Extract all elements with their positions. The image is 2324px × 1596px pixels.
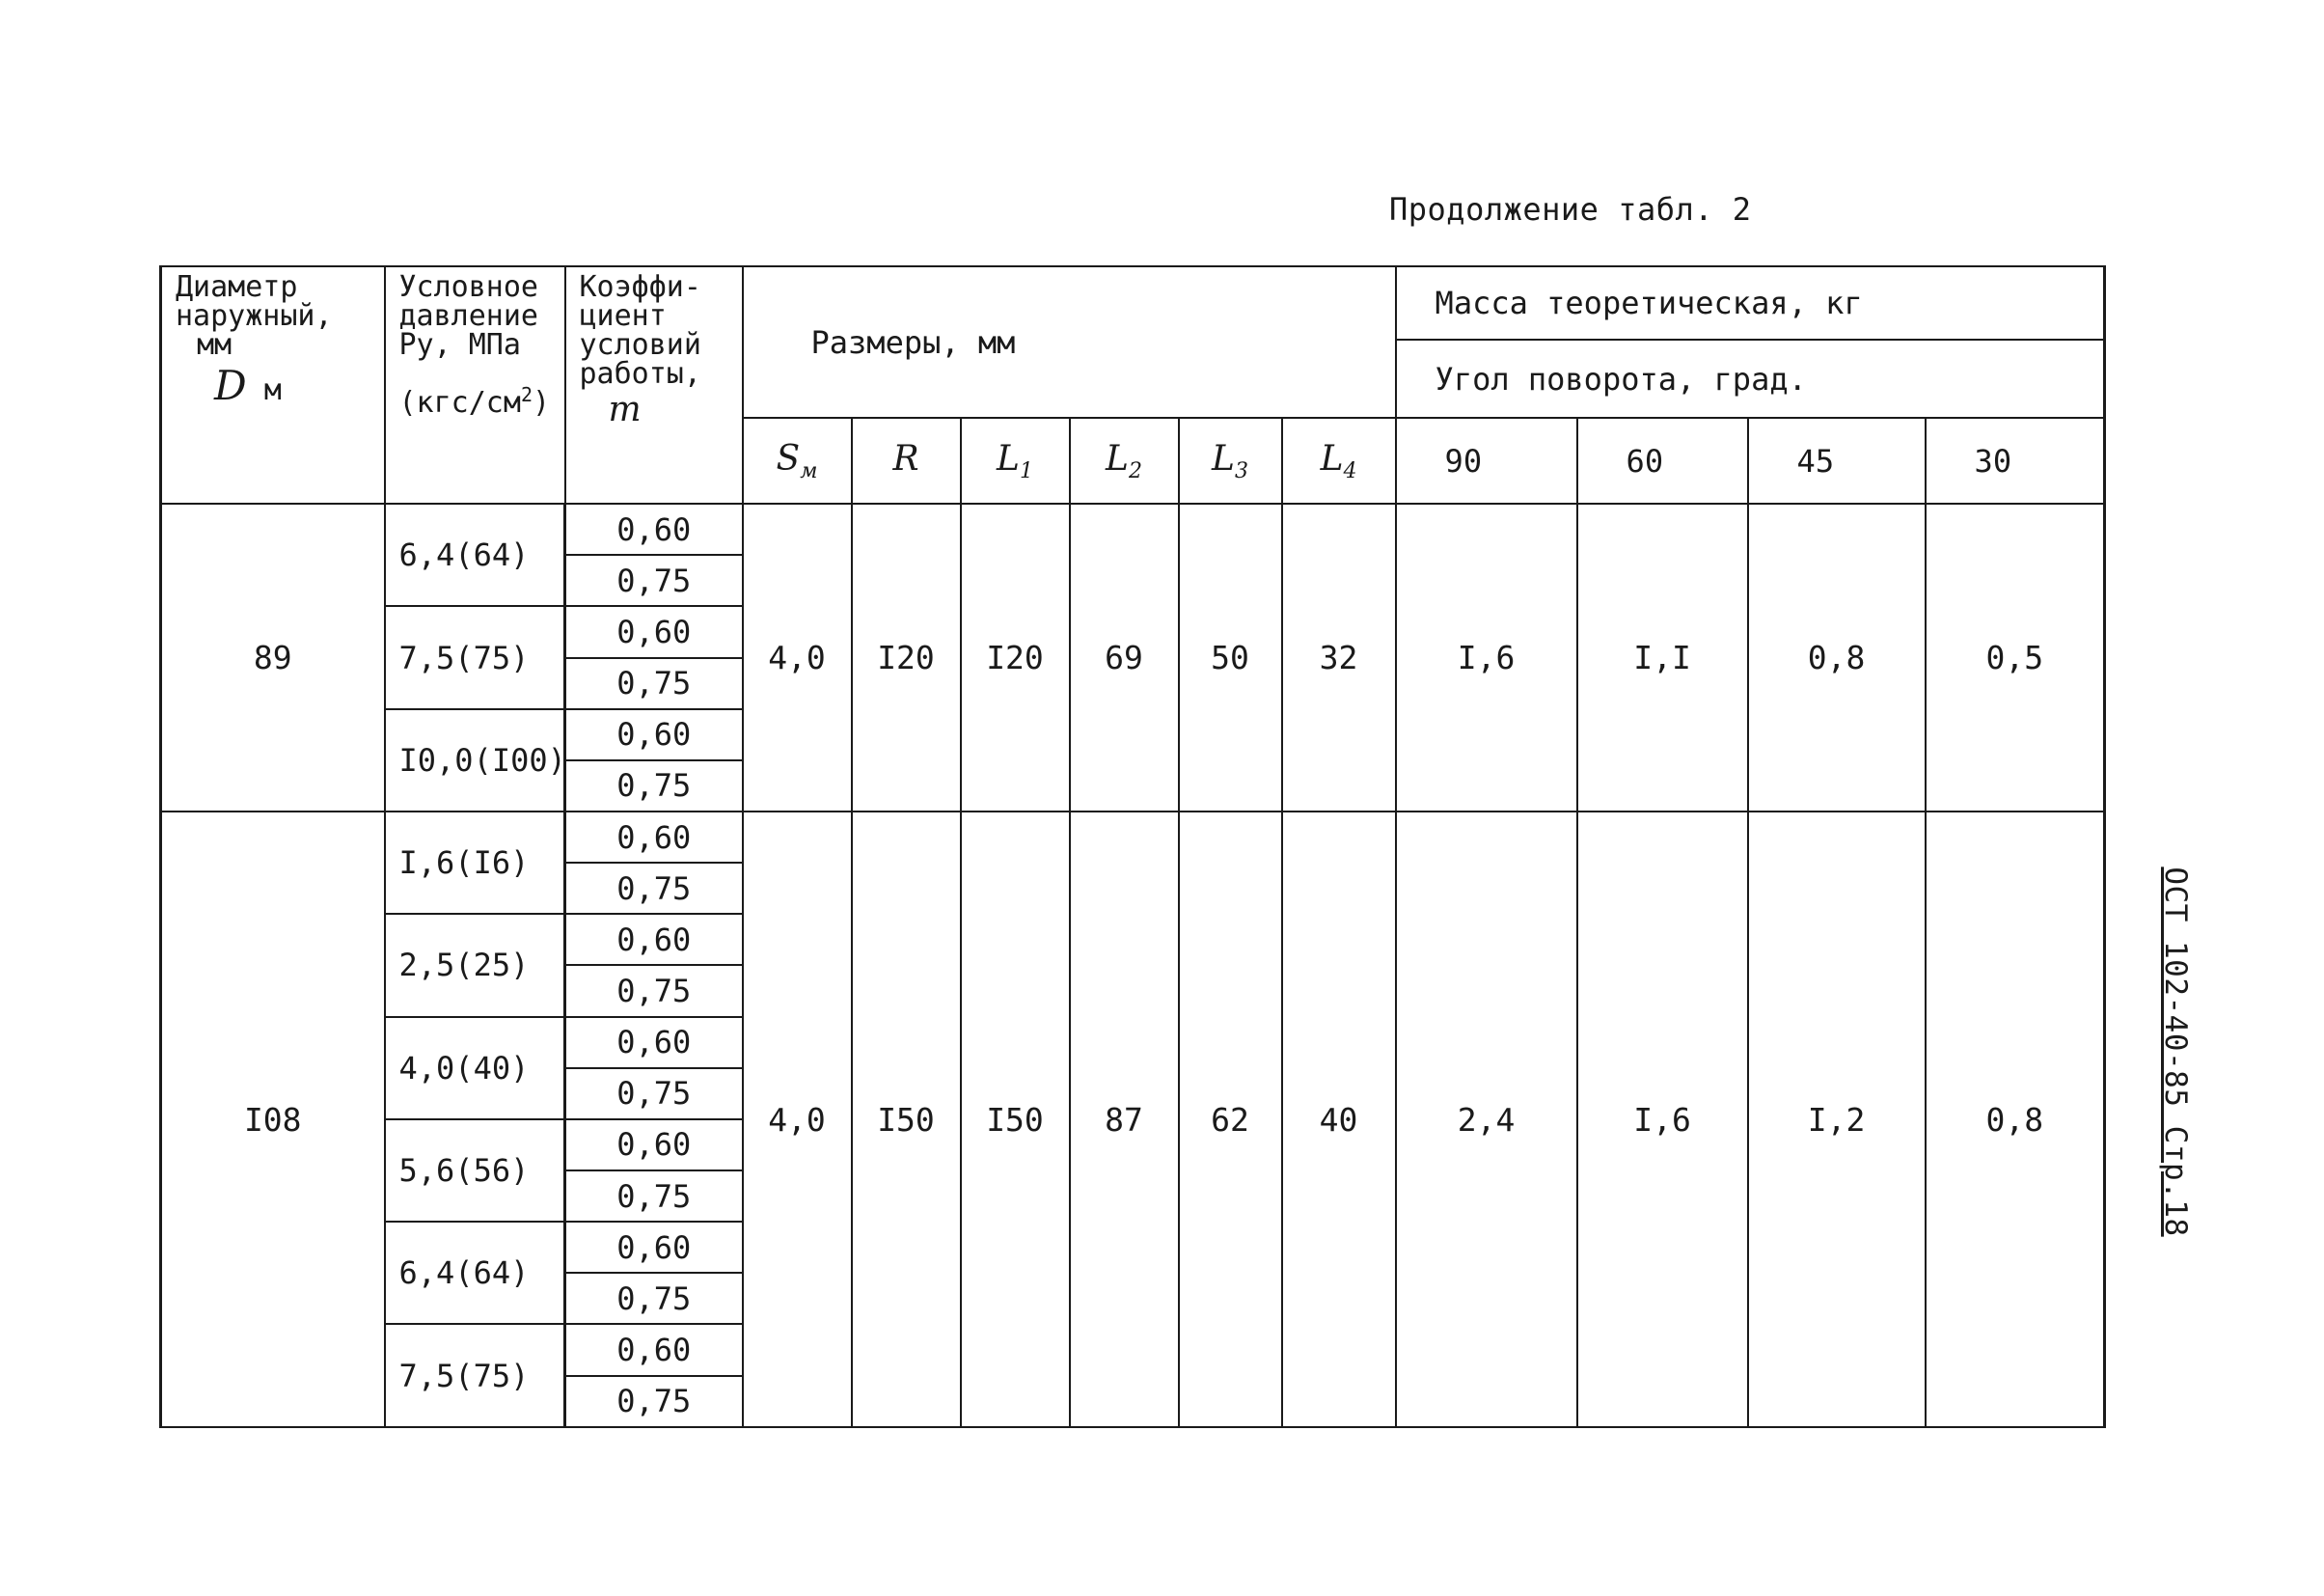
cell-mass-30: 0,8	[1926, 812, 2105, 1427]
cell-mass-60: I,I	[1577, 504, 1748, 812]
cell-pressure: I,6(I6)	[385, 812, 565, 914]
cell-coefficient: 0,75	[565, 965, 743, 1016]
cell-mass-90: 2,4	[1396, 812, 1577, 1427]
cell-coefficient: 0,75	[565, 863, 743, 914]
col-angle-60: 60	[1577, 418, 1748, 504]
cell-pressure: 7,5(75)	[385, 1324, 565, 1427]
diameter-symbol: D	[214, 362, 247, 409]
col-angle-45: 45	[1748, 418, 1926, 504]
cell-coefficient: 0,60	[565, 1017, 743, 1068]
cell-coefficient: 0,75	[565, 1273, 743, 1324]
cell-coefficient: 0,60	[565, 1119, 743, 1170]
header-dimensions: Размеры, мм	[743, 266, 1396, 418]
cell-coefficient: 0,60	[565, 504, 743, 555]
cell-dim-l1: I20	[961, 504, 1070, 812]
col-l3: $L_3$	[1179, 418, 1282, 504]
cell-coefficient: 0,60	[565, 1222, 743, 1273]
cell-coefficient: 0,60	[565, 914, 743, 965]
cell-dim-l2: 69	[1070, 504, 1179, 812]
header-diameter: Диаметр наружный, мм D м	[161, 266, 385, 504]
col-l4: $L_4$	[1282, 418, 1396, 504]
cell-coefficient: 0,60	[565, 1324, 743, 1375]
col-angle-90: 90	[1396, 418, 1577, 504]
cell-diameter: 89	[161, 504, 385, 812]
cell-pressure: 5,6(56)	[385, 1119, 565, 1222]
cell-dim-l4: 32	[1282, 504, 1396, 812]
cell-coefficient: 0,75	[565, 658, 743, 709]
cell-pressure: I0,0(I00)	[385, 709, 565, 812]
col-s: $S_м$	[743, 418, 852, 504]
cell-dim-r: I20	[852, 504, 961, 812]
table-row	[161, 504, 2105, 555]
cell-mass-45: 0,8	[1748, 504, 1926, 812]
table-caption: Продолжение табл. 2	[1389, 191, 1752, 228]
cell-dim-l1: I50	[961, 812, 1070, 1427]
coefficient-symbol: m	[608, 390, 642, 429]
col-r: R	[852, 418, 961, 504]
col-angle-30: 30	[1926, 418, 2105, 504]
spec-table	[159, 265, 2106, 1428]
cell-pressure: 7,5(75)	[385, 606, 565, 708]
cell-mass-30: 0,5	[1926, 504, 2105, 812]
cell-coefficient: 0,60	[565, 812, 743, 863]
cell-coefficient: 0,75	[565, 1376, 743, 1427]
cell-dim-s: 4,0	[743, 812, 852, 1427]
cell-coefficient: 0,75	[565, 1068, 743, 1119]
cell-dim-r: I50	[852, 812, 961, 1427]
cell-dim-s: 4,0	[743, 504, 852, 812]
cell-coefficient: 0,75	[565, 555, 743, 606]
cell-coefficient: 0,75	[565, 1170, 743, 1222]
header-mass: Масса теоретическая, кг	[1396, 266, 2105, 340]
cell-dim-l4: 40	[1282, 812, 1396, 1427]
cell-coefficient: 0,75	[565, 760, 743, 812]
col-l2: $L_2$	[1070, 418, 1179, 504]
cell-dim-l3: 62	[1179, 812, 1282, 1427]
cell-coefficient: 0,60	[565, 606, 743, 657]
cell-mass-45: I,2	[1748, 812, 1926, 1427]
header-angle: Угол поворота, град.	[1396, 340, 2105, 418]
cell-pressure: 6,4(64)	[385, 504, 565, 606]
cell-diameter: I08	[161, 812, 385, 1427]
header-pressure: Условное давление Ру, МПа $(кгс/см^2)$	[385, 266, 565, 504]
cell-pressure: 6,4(64)	[385, 1222, 565, 1324]
col-l1: $L_1$	[961, 418, 1070, 504]
header-coefficient: Коэффи- циент условий работы, m	[565, 266, 743, 504]
cell-dim-l3: 50	[1179, 504, 1282, 812]
document-code: ОСТ 102-40-85 Стр.18	[2158, 867, 2193, 1237]
cell-dim-l2: 87	[1070, 812, 1179, 1427]
table-row	[161, 812, 2105, 863]
cell-pressure: 4,0(40)	[385, 1017, 565, 1119]
cell-pressure: 2,5(25)	[385, 914, 565, 1016]
cell-mass-90: I,6	[1396, 504, 1577, 812]
cell-coefficient: 0,60	[565, 709, 743, 760]
cell-mass-60: I,6	[1577, 812, 1748, 1427]
